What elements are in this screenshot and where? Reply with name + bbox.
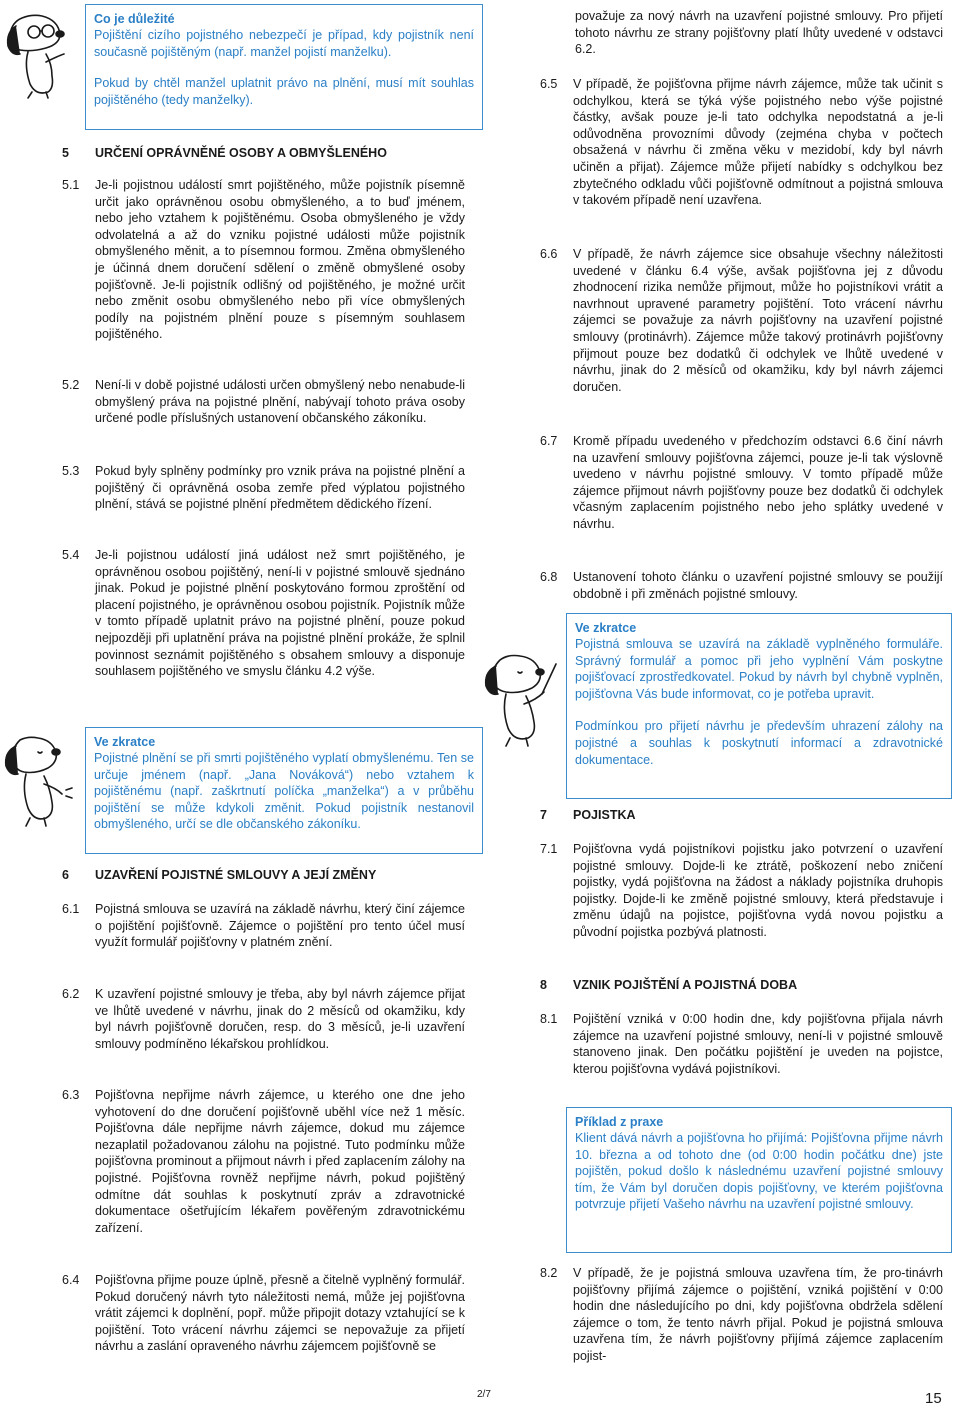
example-box-text: Klient dává návrh a pojišťovna ho přijímá: Pojišťovna přijme návrh 10. března a od tohoto dne (od 0:00 hodin počátku dne) jste pojištěn, pokud došlo k následnému uzavření pojistné smlouvy tím, že Vám byl doručen dopis pojišťovny, ve kterém pojišťovna potvrzuje přijetí Vašeho návrhu na uzavření pojistné smlouvy.: [575, 1131, 943, 1212]
paragraph-number: 5.3: [62, 464, 80, 478]
snoopy-pointing-icon: [2, 728, 76, 828]
summary-box-right: [566, 613, 952, 799]
paragraph-number: 6.2: [62, 987, 80, 1001]
snoopy-lecturing-icon: [484, 646, 560, 750]
paragraph-6-8: [540, 569, 943, 602]
paragraph-text: Je-li pojistnou událostí jiná událost než smrt pojištěného, je oprávněnou osobou pojištěný, není-li v pojistné smlouvě sjednáno jinak. Pokud je pojistné plnění poskytováno formou zproštění od placení pojistného, je oprávněnou osobou pojistník. Pojistník může v tomto případě uplatnit právo na pojistné plnění, pouze pokud nejpozději při uplatnění práva na pojistné plnění prokáže, že splnil povinnost seznámit pojištěného s obsahem smlouvy a disponuje souhlasem pojištěného ve smyslu článku 4.2 výše.: [95, 548, 465, 679]
paragraph-text: Pojistná smlouva se uzavírá na základě návrhu, který činí zájemce o pojištění pojišťovně. Zájemce o pojištění pro tento účel musí využít formulář pojišťovny v platném znění.: [95, 902, 465, 950]
paragraph-8-1: [540, 1011, 943, 1077]
section-title: URČENÍ OPRÁVNĚNÉ OSOBY A OBMYŠLENÉHO: [95, 146, 387, 160]
paragraph-text: V případě, že návrh zájemce sice obsahuje všechny náležitosti uvedené v článku 6.4 výše, avšak pojišťovna jej z důvodu zhodnocení rizika nemůže přijmout, může ho pojistníkovi vrátit a navrhnout upravené parametry pojištění. Toto vrácení návrhu zájemci se považuje za návrh pojišťovny na uzavření pojistné smlouvy (protinávrh). Zájemce může takový protinávrh pojišťovny přijmout pouze bez dodatků či odchylek ve lhůtě uvedené v návrhu, jinak do 2 měsíců od okamžiku, kdy byl návrh zájemci doručen.: [573, 247, 943, 394]
paragraph-text: Je-li pojistnou událostí smrt pojištěného, může pojistník písemně určit jako oprávněnou osobu obmyšleného, a to buď jménem, nebo jeho vztahem k pojištěnému. Osoba obmyšleného je vždy odvolatelná a až do vzniku pojistné události může pojistník obmyšleného měnit, a to písemnou formou. Změna obmyšleného je účinná dnem doručení sdělení o změně obmyšlené osoby pojišťovně. Je-li pojistník odlišný od pojištěného, je možné určit nebo změnit osobu obmyšleného nebo při více obmyšlených podíly na pojistném plnění pouze s písemným souhlasem pojištěného.: [95, 178, 465, 342]
paragraph-number: 6.7: [540, 434, 558, 448]
paragraph-6-4: [62, 1272, 465, 1355]
paragraph-text: V případě, že je pojistná smlouva uzavřena tím, že pro-tinávrh pojišťovny přijímá zájemce o pojištění, vzniká pojištění v 0:00 hodin dne následujícího po dni, kdy pojišťovna obdržela sdělení zájemce o tom, že tento návrh přijal. Pokud je pojistná smlouva uzavřena tím, že návrh pojišťovny přijímá zájemce zaplacením pojist-: [573, 1266, 943, 1363]
snoopy-glasses-icon: [2, 4, 76, 100]
paragraph-number: 7.1: [540, 842, 558, 856]
example-box-title: Příklad z praxe: [575, 1115, 664, 1129]
section-title: VZNIK POJIŠTĚNÍ A POJISTNÁ DOBA: [573, 978, 798, 992]
page-number: 15: [925, 1390, 942, 1407]
paragraph-number: 6.5: [540, 77, 558, 91]
paragraph-6-5: [540, 76, 943, 209]
paragraph-text: Kromě případu uvedeného v předchozím odstavci 6.6 činí návrh na uzavření smlouvy pojišťovna zájemci, pouze je-li tak výslovně uvedeno v návrhu pojistné smlouvy. V tomto případě může zájemce přijmout návrh pojišťovny pouze bez dodatků či odchylek včasným zaplacením pojistného nebo jeho splátky uvedené v návrhu.: [573, 434, 943, 531]
paragraph-text: Není-li v době pojistné události určen obmyšlený nebo nenabude-li obmyšlený práva na pojistné plnění, nabývají tohoto práva osoby určené podle příslušných ustanovení občanského zákoníku.: [95, 378, 465, 426]
paragraph-number: 6.6: [540, 247, 558, 261]
paragraph-number: 5.4: [62, 548, 80, 562]
paragraph-text: Pojišťovna vydá pojistníkovi pojistku jako potvrzení o uzavření pojistné smlouvy. Dojde-li ke ztrátě, poškození nebo zničení pojistky, vydá pojišťovna na žádost a náklady pojistníka druhopis pojistky. Dojde-li ke změně pojistné smlouvy, která představuje i změnu údajů na pojistce, pojišťovna vydá novou pojistku a původní pojistka pozbývá platnosti.: [573, 842, 943, 939]
important-box: [85, 4, 483, 130]
paragraph-text: Pojišťovna přijme pouze úplně, přesně a čitelně vyplněný formulář. Pokud doručený návrh tyto náležitosti nemá, může jej pojišťovna vrátit zájemci k doplnění, popř. může připojit dotazy vztahující se k pojištění. Toto vrácení návrhu zájemci se nepovažuje za přijetí návrhu a zaslání opraveného návrhu zájemcem pojišťovně se: [95, 1273, 465, 1354]
section-number: 5: [62, 146, 69, 160]
important-box-text-1: Pojištění cizího pojistného nebezpečí je případ, kdy pojistník není současně pojištěným (např. manžel pojistí manželku).: [94, 28, 474, 59]
summary-box-title: Ve zkratce: [94, 735, 156, 749]
paragraph-text: V případě, že pojišťovna přijme návrh zájemce, může tak učinit s odchylkou, která se týká výše pojistného nebo výše pojistné částky, avšak pouze je-li tato odchylka nepodstatná a je-li odůvodněna provozními důvody (zejména chyba v počtech obsažená v návrhu či změna věku v mezidobí, kdy byl návrh učiněn a přijat). Zájemce může přijetí nabídky s odchylkou bez zbytečného odkladu vůči pojišťovně odmítnout a pojistná smlouva v takovém případě není uzavřena.: [573, 77, 943, 208]
paragraph-5-3: [62, 463, 465, 513]
summary-box-left: [85, 727, 483, 854]
summary-box-text: Pojistné plnění se při smrti pojištěného vyplatí obmyšlenému. Ten se určuje jménem (např. „Jana Nováková“) nebo vztahem k pojištěnému (např. zaškrtnutí políčka „manželka“) a v průběhu pojištění se může kdykoli změnit. Pokud pojistník nestanovil obmyšleného, určí se dle občanského zákoníku.: [94, 751, 474, 832]
section-title: UZAVŘENÍ POJISTNÉ SMLOUVY A JEJÍ ZMĚNY: [95, 868, 377, 882]
section-7-heading: [540, 807, 950, 823]
paragraph-number: 6.3: [62, 1088, 80, 1102]
paragraph-number: 8.1: [540, 1012, 558, 1026]
continued-text: považuje za nový návrh na uzavření pojistné smlouvy. Pro přijetí tohoto návrhu ze strany pojišťovny platí lhůty uvedené v odstavci 6.2.: [575, 9, 943, 57]
summary-box-text-2: Podmínkou pro přijetí návrhu je především uhrazení zálohy na pojistné a souhlas k poskytnutí informací a zdravotnické dokumentace.: [575, 719, 943, 767]
summary-box-text-1: Pojistná smlouva se uzavírá na základě vyplněného formuláře. Správný formulář a pomoc při jeho vyplnění Vám poskytne pojišťovací zprostředkovatel. Pokud by návrh byl chybně vyplněn, pojišťovna Vás bude informovat, co je potřeba upravit.: [575, 637, 943, 701]
section-title: POJISTKA: [573, 808, 636, 822]
paragraph-6-2: [62, 986, 465, 1052]
paragraph-text: Pojišťovna nepřijme návrh zájemce, u kterého one dne jeho vyhotovení do dne doručení pojišťovně uběhl více než 1 měsíc. Pojišťovna dále nepřijme návrh zájemce, dokud mu zájemce nezaplatil požadovanou zálohu na pojistné. Tuto podmínku může pojišťovna prominout a přijmout návrh i před zaplacením zálohy na pojistné. Pojišťovna rovněž nepřijme návrh, pokud pojištěný odmítne dát souhlas k poskytnutí zpráv a zdravotnické dokumentace ošetřujícím lékařem pověřeným zdravotnickému zařízení.: [95, 1088, 465, 1235]
paragraph-number: 8.2: [540, 1266, 558, 1280]
section-5-heading: [62, 145, 482, 161]
section-number: 7: [540, 808, 547, 822]
paragraph-8-2: [540, 1265, 943, 1365]
paragraph-number: 5.1: [62, 178, 80, 192]
paragraph-5-4: [62, 547, 465, 680]
section-number: 6: [62, 868, 69, 882]
paragraph-6-3: [62, 1087, 465, 1236]
important-box-text-2: Pokud by chtěl manžel uplatnit právo na plnění, musí mít souhlas pojištěného (tedy manželky).: [94, 76, 474, 107]
paragraph-text: K uzavření pojistné smlouvy je třeba, aby byl návrh zájemce přijat ve lhůtě uvedené v návrhu, jinak do 2 měsíců od okamžiku, kdy byl návrh pojišťovně doručen, resp. do 3 měsíců, je-li uzavření smlouvy podmíněno lékařskou prohlídkou.: [95, 987, 465, 1051]
paragraph-text: Ustanovení tohoto článku o uzavření pojistné smlouvy se použijí obdobně i při změnách pojistné smlouvy.: [573, 570, 943, 601]
example-box: [566, 1107, 952, 1253]
paragraph-text: Pokud byly splněny podmínky pro vznik práva na pojistné plnění a pojištěný či oprávněná osoba zemře před výplatou pojistného plnění, stává se pojistné plnění předmětem dědického řízení.: [95, 464, 465, 512]
paragraph-6-6: [540, 246, 943, 395]
paragraph-number: 6.4: [62, 1273, 80, 1287]
paragraph-number: 6.1: [62, 902, 80, 916]
paragraph-number: 6.8: [540, 570, 558, 584]
section-8-heading: [540, 977, 950, 993]
paragraph-6-7: [540, 433, 943, 533]
summary-box-title: Ve zkratce: [575, 621, 637, 635]
paragraph-5-1: [62, 177, 465, 343]
paragraph-text: Pojištění vzniká v 0:00 hodin dne, kdy pojišťovna přijala návrh zájemce na uzavření pojistné smlouvy, není-li v pojistné smlouvě stanoveno jinak. Den počátku pojištění je uveden na pojistce, kterou pojišťovna vydává pojistníkovi.: [573, 1012, 943, 1076]
paragraph-7-1: [540, 841, 943, 941]
section-number: 8: [540, 978, 547, 992]
paragraph-5-2: [62, 377, 465, 427]
paragraph-6-1: [62, 901, 465, 951]
document-code: 2/7: [477, 1389, 491, 1400]
important-box-title: Co je důležité: [94, 12, 175, 26]
paragraph-number: 5.2: [62, 378, 80, 392]
section-6-heading: [62, 867, 482, 883]
